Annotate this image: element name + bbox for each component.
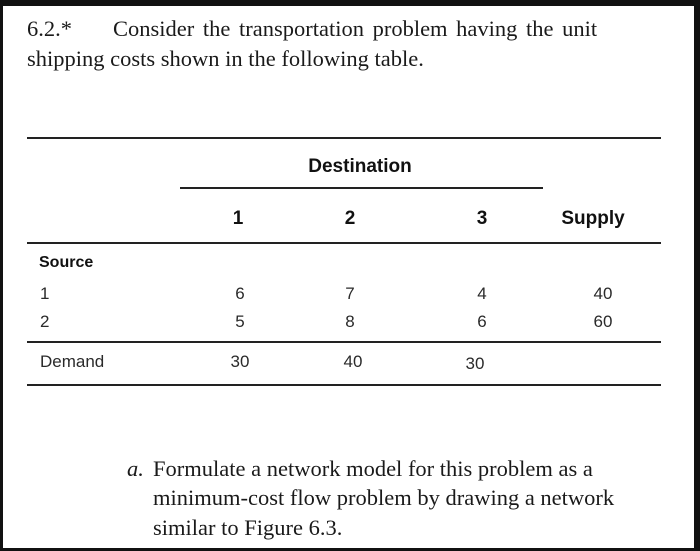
cost-cell: 6 (477, 312, 487, 331)
part-a-line-2: minimum-cost flow problem by drawing a network (153, 485, 615, 510)
demand-cell: 30 (230, 352, 250, 371)
supply-cell: 60 (593, 312, 613, 331)
header-rule (27, 242, 661, 244)
table-top-rule (27, 137, 661, 139)
cost-cell: 5 (235, 312, 245, 331)
body-rule (27, 341, 661, 343)
cost-cell: 7 (345, 284, 355, 303)
source-label: Source (39, 254, 94, 271)
demand-cell: 30 (465, 354, 485, 373)
row-label: 1 (40, 284, 50, 303)
problem-text-line-2: shipping costs shown in the following table. (27, 46, 424, 71)
document-page (3, 6, 694, 548)
destination-rule (180, 187, 543, 189)
problem-text-line-1: Consider the transportation problem having the unit (113, 16, 598, 41)
destination-header: Destination (308, 156, 412, 177)
part-a-label: a. (127, 456, 144, 481)
column-header-2: 2 (344, 208, 356, 229)
column-header-supply: Supply (561, 208, 625, 229)
supply-cell: 40 (593, 284, 613, 303)
table-bottom-rule (27, 384, 661, 386)
cost-cell: 6 (235, 284, 245, 303)
part-a-line-3: similar to Figure 6.3. (153, 515, 343, 540)
demand-cell: 40 (343, 352, 363, 371)
demand-label: Demand (40, 352, 105, 371)
cost-cell: 4 (477, 284, 487, 303)
column-header-3: 3 (476, 208, 488, 229)
problem-number: 6.2.* (27, 16, 72, 41)
part-a-line-1: Formulate a network model for this problem as a (153, 456, 593, 481)
row-label: 2 (40, 312, 50, 331)
column-header-1: 1 (232, 208, 244, 229)
cost-cell: 8 (345, 312, 355, 331)
